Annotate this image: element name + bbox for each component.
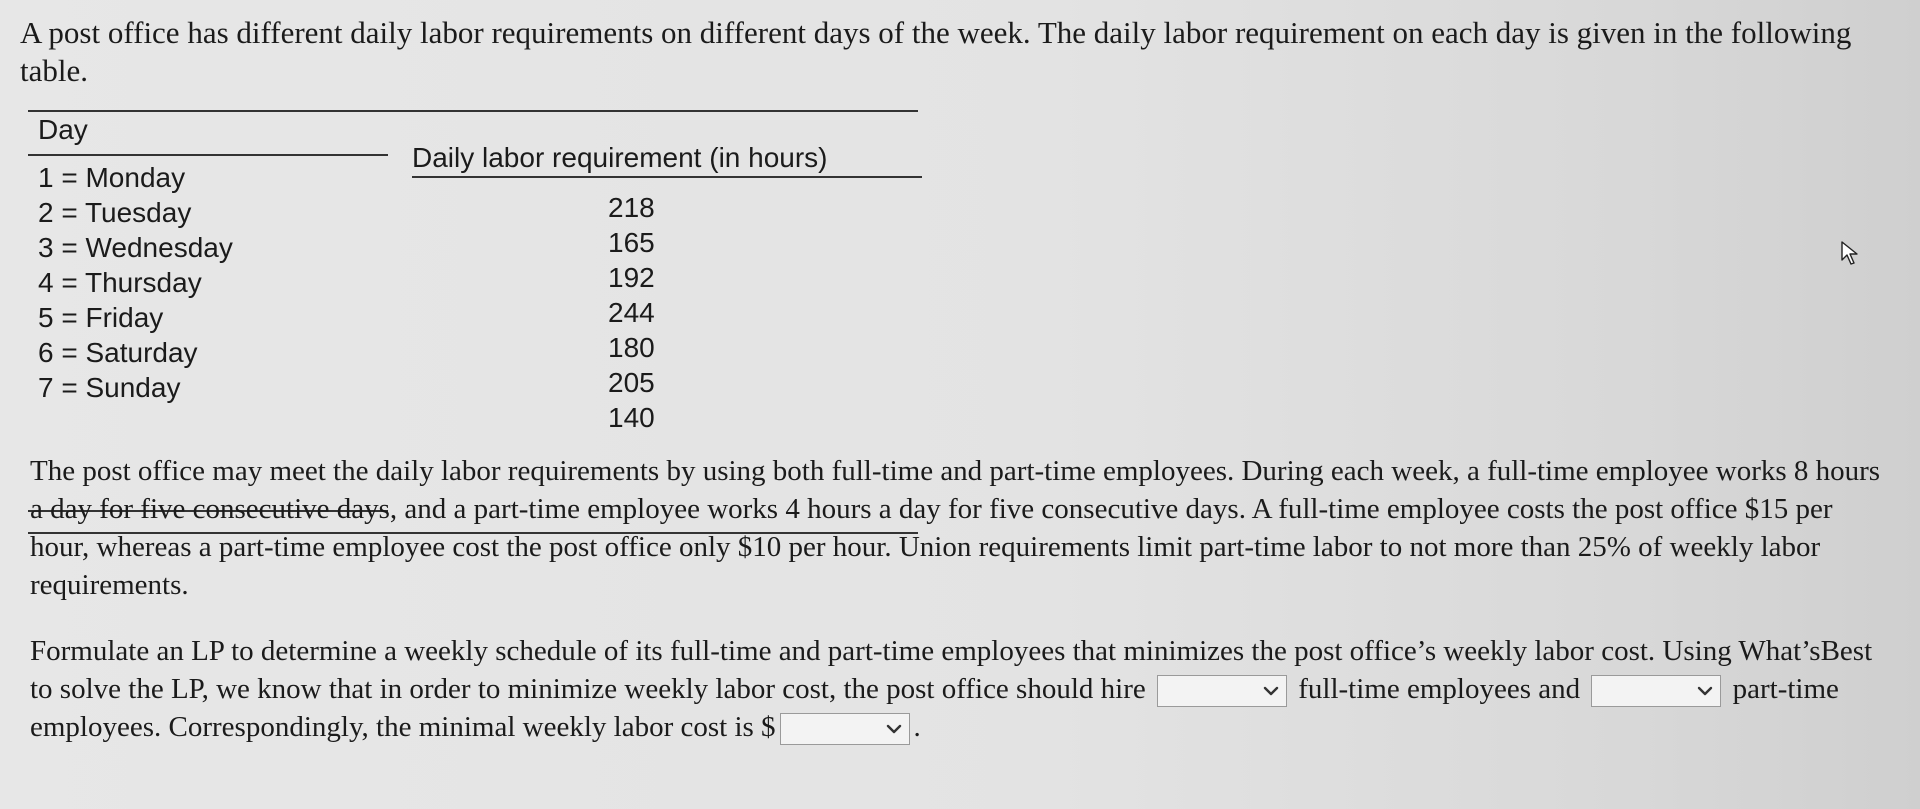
day-cell: 7 = Sunday xyxy=(38,372,181,403)
chevron-down-icon xyxy=(885,720,903,738)
prompt-text-part4: . xyxy=(913,711,921,743)
prompt-text-part1: Formulate an LP to determine a weekly schedule of its full-time and part-time employees that minimizes the post office’s weekly labor cost. Using What’sBest to solve the LP, we know that in order to minimize weekly labor cost, the post office should hire xyxy=(30,635,1873,705)
prompt-text-part3: part-time employees. Correspondingly, the minimal weekly labor cost is $ xyxy=(30,673,1839,743)
minimal-cost-dropdown[interactable] xyxy=(780,713,910,745)
requirement-cell: 165 xyxy=(608,227,655,258)
requirement-cell: 192 xyxy=(608,262,655,293)
day-column-header: Day xyxy=(38,114,88,145)
day-cell: 2 = Tuesday xyxy=(38,197,192,228)
question-intro: A post office has different daily labor requirements on different days of the week. The daily labor requirement on each day is given in the following table. xyxy=(20,15,1852,88)
chevron-down-icon xyxy=(1262,682,1280,700)
full-time-employees-dropdown[interactable] xyxy=(1157,675,1287,707)
requirement-column-header: Daily labor requirement (in hours) xyxy=(412,142,922,178)
day-cell: 3 = Wednesday xyxy=(38,232,233,263)
requirement-cell: 218 xyxy=(608,192,655,223)
mouse-cursor-icon xyxy=(1840,240,1860,266)
day-cell: 4 = Thursday xyxy=(38,267,202,298)
day-cell: 5 = Friday xyxy=(38,302,164,333)
requirement-cell: 140 xyxy=(608,402,655,433)
table-body xyxy=(28,162,918,437)
day-cell: 1 = Monday xyxy=(38,162,186,193)
requirement-cell: 244 xyxy=(608,297,655,328)
prompt-text-part2: full-time employees and xyxy=(1298,673,1581,705)
problem-description: The post office may meet the daily labor requirements by using both full-time and part-time employees. During each week, a full-time employee works 8 hours a day for five consecutive days, and a part-time employee works 4 hours a day for five consecutive days. A full-time employee costs the post office $15 per hour, whereas a part-time employee cost the post office only $10 per hour. Union requirements limit part-time labor to not more than 25% of weekly labor requirements. xyxy=(30,455,1881,601)
header-divider xyxy=(28,154,388,156)
labor-requirement-table xyxy=(28,110,918,437)
day-cell: 6 = Saturday xyxy=(38,337,198,368)
chevron-down-icon xyxy=(1696,682,1714,700)
question-prompt xyxy=(30,632,1890,746)
requirement-cell: 205 xyxy=(608,367,655,398)
part-time-employees-dropdown[interactable] xyxy=(1591,675,1721,707)
requirement-cell: 180 xyxy=(608,332,655,363)
